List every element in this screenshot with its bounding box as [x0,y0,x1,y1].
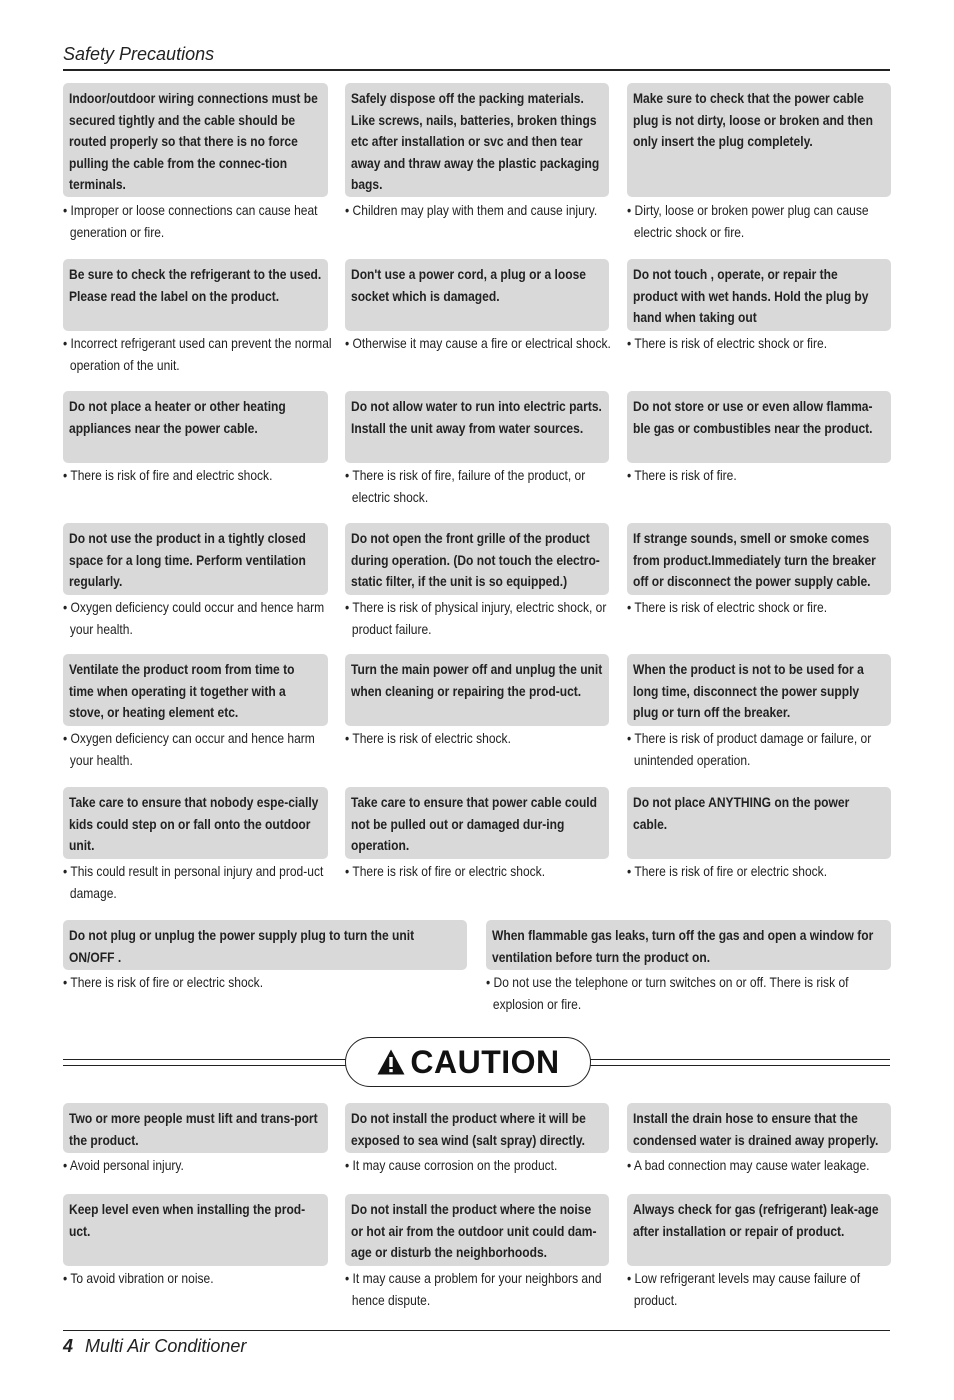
warning-note: • Oxygen deficiency can occur and hence harm your health. [63,730,315,768]
caution-rule-right-bottom [590,1065,890,1066]
warning-note: • Oxygen deficiency could occur and hence harm your health. [63,599,325,637]
warning-note: • There is risk of fire and electric shock. [63,467,273,483]
caution-box: Do not install the product where the noise or hot air from the outdoor unit could dam-age or disturb the neighborhoods. [345,1194,609,1266]
warning-note: • There is risk of fire or electric shock. [63,974,264,990]
warning-box: Turn the main power off and unplug the unit when cleaning or repairing the prod-uct. [345,654,609,726]
warning-note: • Children may play with them and cause injury. [345,202,598,218]
warning-box: Don't use a power cord, a plug or a loose socket which is damaged. [345,259,609,331]
footer-rule [63,1330,890,1331]
warning-note: • Otherwise it may cause a fire or electrical shock. [345,335,611,351]
caution-box: Keep level even when installing the prod-uct. [63,1194,328,1266]
warning-box: Do not open the front grille of the product during operation. (Do not touch the electro-static filter, if the unit is so equipped.) [345,523,609,595]
caution-box: Two or more people must lift and trans-port the product. [63,1103,328,1153]
header-rule [63,69,890,71]
caution-rule-left-top [63,1059,346,1060]
caution-rule-left-bottom [63,1065,346,1066]
caution-note: • It may cause corrosion on the product. [345,1157,558,1173]
warning-box: Do not store or use or even allow flamma-ble gas or combustibles near the product. [627,391,891,463]
warning-box: Do not plug or unplug the power supply plug to turn the unit ON/OFF . [63,920,467,970]
caution-box: Always check for gas (refrigerant) leak-age after installation or repair of product. [627,1194,891,1266]
warning-note: • Incorrect refrigerant used can prevent the normal operation of the unit. [63,335,332,373]
warning-note: • There is risk of electric shock. [345,730,511,746]
warning-box: When the product is not to be used for a long time, disconnect the power supply plug or turn off the breaker. [627,654,891,726]
warning-box: Make sure to check that the power cable plug is not dirty, loose or broken and then only insert the plug completely. [627,83,891,197]
warning-note: • Dirty, loose or broken power plug can cause electric shock or fire. [627,202,869,240]
caution-box: Install the drain hose to ensure that the condensed water is drained away properly. [627,1103,891,1153]
warning-box: When flammable gas leaks, turn off the gas and open a window for ventilation before turn the product on. [486,920,891,970]
caution-box: Do not install the product where it will be exposed to sea wind (salt spray) directly. [345,1103,609,1153]
caution-note: • It may cause a problem for your neighbors and hence dispute. [345,1270,602,1308]
warning-triangle-icon [376,1048,406,1076]
warning-note: • Do not use the telephone or turn switches on or off. There is risk of explosion or fire. [486,974,849,1012]
caution-note: • To avoid vibration or noise. [63,1270,214,1286]
warning-note: • There is risk of physical injury, electric shock, or product failure. [345,599,607,637]
warning-note: • There is risk of electric shock or fire. [627,599,828,615]
warning-box: Do not allow water to run into electric parts. Install the unit away from water sources. [345,391,609,463]
caution-badge [345,1037,591,1087]
warning-box: Take care to ensure that nobody espe-cially kids could step on or fall onto the outdoor unit. [63,787,328,859]
warning-box: Be sure to check the refrigerant to the used. Please read the label on the product. [63,259,328,331]
warning-box: If strange sounds, smell or smoke comes from product.Immediately turn the breaker off or disconnect the power supply cable. [627,523,891,595]
section-header: Safety Precautions [63,44,215,64]
warning-note: • There is risk of fire or electric shock. [627,863,828,879]
warning-note: • There is risk of product damage or failure, or unintended operation. [627,730,872,768]
warning-box: Do not touch , operate, or repair the product with wet hands. Hold the plug by hand when taking out [627,259,891,331]
warning-note: • Improper or loose connections can cause heat generation or fire. [63,202,318,240]
warning-note: • This could result in personal injury and prod-uct damage. [63,863,324,901]
warning-box: Take care to ensure that power cable could not be pulled out or damaged dur-ing operation. [345,787,609,859]
warning-note: • There is risk of fire, failure of the product, or electric shock. [345,467,586,505]
caution-label: CAUTION [410,1043,560,1080]
caution-note: • Low refrigerant levels may cause failure of product. [627,1270,861,1308]
warning-box: Do not place ANYTHING on the power cable. [627,787,891,859]
warning-box: Ventilate the product room from time to time when operating it together with a stove, or heating element etc. [63,654,328,726]
warning-box: Safely dispose off the packing materials. Like screws, nails, batteries, broken things etc after installation or svc and then tear away and thraw away the plastic packaging bags. [345,83,609,197]
page-footer [63,1336,246,1357]
page-number: 4 [63,1336,74,1356]
footer-title: Multi Air Conditioner [85,1336,247,1356]
warning-box: Do not place a heater or other heating appliances near the power cable. [63,391,328,463]
warning-note: • There is risk of fire. [627,467,737,483]
caution-note: • Avoid personal injury. [63,1157,184,1173]
warning-note: • There is risk of fire or electric shock. [345,863,546,879]
caution-rule-right-top [590,1059,890,1060]
warning-note: • There is risk of electric shock or fire. [627,335,828,351]
warning-box: Do not use the product in a tightly closed space for a long time. Perform ventilation regularly. [63,523,328,595]
warning-box: Indoor/outdoor wiring connections must be secured tightly and the cable should be routed properly so that there is no force pulling the cable from the connec-tion terminals. [63,83,328,197]
caution-note: • A bad connection may cause water leakage. [627,1157,870,1173]
